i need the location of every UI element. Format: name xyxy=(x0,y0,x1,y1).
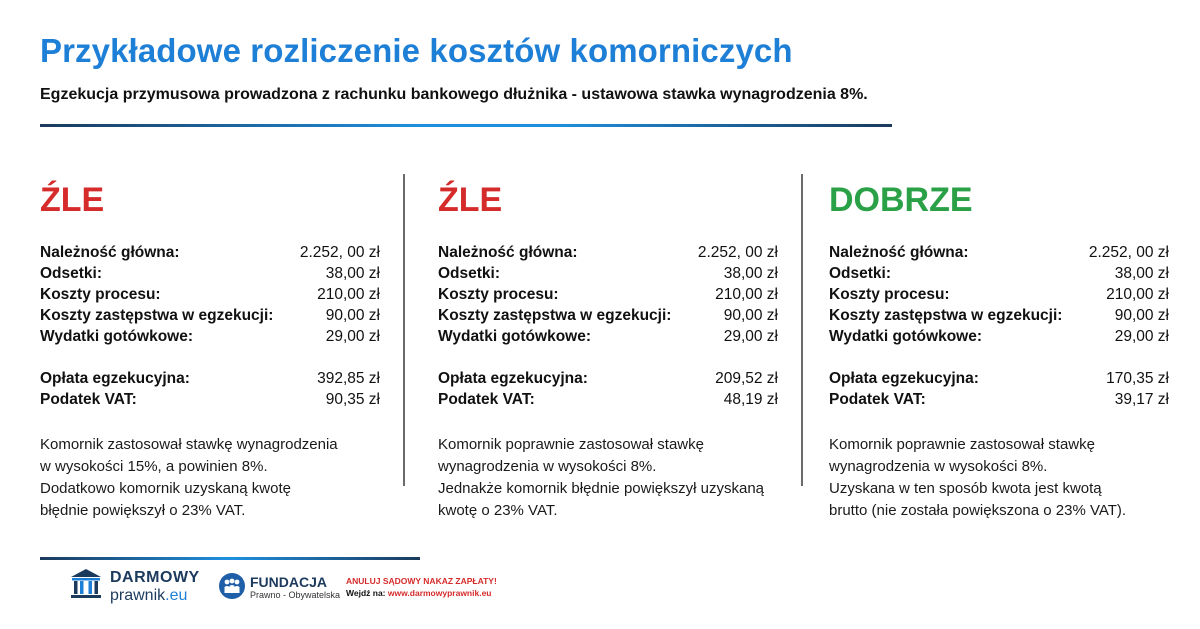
amount-label: Odsetki: xyxy=(40,265,103,282)
amount-row xyxy=(829,284,1169,305)
amount-value: 38,00 zł xyxy=(1114,265,1169,282)
darmowy-prawnik-logo[interactable] xyxy=(68,566,200,607)
description-line: Uzyskana w ten sposób kwota jest kwotą xyxy=(829,480,1102,497)
courthouse-icon xyxy=(68,566,104,607)
amount-value: 210,00 zł xyxy=(715,286,778,303)
description-line: Dodatkowo komornik uzyskaną kwotę xyxy=(40,480,291,497)
column-description xyxy=(40,434,400,522)
fundacja-line-2: Prawno - Obywatelska xyxy=(250,589,341,600)
description-line: Komornik zastosował stawkę wynagrodzenia xyxy=(40,436,338,453)
fundacja-line-1: FUNDACJA xyxy=(250,573,327,590)
fee-value: 209,52 zł xyxy=(715,370,778,387)
description-line: błędnie powiększył o 23% VAT. xyxy=(40,502,246,519)
promo-text xyxy=(346,575,497,599)
people-circle-icon xyxy=(218,572,246,605)
amount-value: 29,00 zł xyxy=(1114,328,1169,345)
fees-list xyxy=(438,368,778,410)
promo-line-1: ANULUJ SĄDOWY NAKAZ ZAPŁATY! xyxy=(346,576,497,586)
amount-value: 29,00 zł xyxy=(325,328,380,345)
amount-label: Wydatki gotówkowe: xyxy=(829,328,983,345)
amount-value: 38,00 zł xyxy=(723,265,778,282)
fee-value: 39,17 zł xyxy=(1114,391,1169,408)
fee-value: 90,35 zł xyxy=(325,391,380,408)
fundacja-logo[interactable] xyxy=(218,572,340,605)
amount-row xyxy=(829,263,1169,284)
fee-label: Podatek VAT: xyxy=(829,391,926,408)
amount-label: Koszty procesu: xyxy=(40,286,161,303)
fee-row xyxy=(438,368,778,389)
amount-label: Koszty procesu: xyxy=(438,286,559,303)
column-description xyxy=(829,434,1189,522)
amount-value: 210,00 zł xyxy=(1106,286,1169,303)
amount-row xyxy=(438,305,778,326)
amount-value: 90,00 zł xyxy=(723,307,778,324)
calculation-column-3 xyxy=(829,178,1169,522)
amount-label: Należność główna: xyxy=(829,244,969,261)
amounts-list xyxy=(829,242,1169,347)
fee-row xyxy=(40,368,380,389)
calculation-column-1 xyxy=(40,178,380,522)
fee-label: Opłata egzekucyjna: xyxy=(829,370,979,387)
column-divider xyxy=(403,174,405,486)
amount-row xyxy=(40,284,380,305)
fee-value: 48,19 zł xyxy=(723,391,778,408)
fee-label: Opłata egzekucyjna: xyxy=(40,370,190,387)
amount-value: 2.252, 00 zł xyxy=(299,244,380,261)
calculation-column-2 xyxy=(438,178,778,522)
fee-row xyxy=(829,389,1169,410)
promo-line-2: Wejdź na: www.darmowyprawnik.eu xyxy=(346,588,492,598)
column-heading: DOBRZE xyxy=(829,181,973,219)
promo-link[interactable]: www.darmowyprawnik.eu xyxy=(387,588,492,598)
footer-divider xyxy=(40,557,420,560)
amount-label: Wydatki gotówkowe: xyxy=(40,328,194,345)
amount-row xyxy=(829,242,1169,263)
fee-label: Podatek VAT: xyxy=(438,391,535,408)
amount-row xyxy=(438,263,778,284)
page-subtitle: Egzekucja przymusowa prowadzona z rachunku bankowego dłużnika - ustawowa stawka wynagrodzenia 8%. xyxy=(40,86,868,103)
fee-row xyxy=(40,389,380,410)
amount-value: 2.252, 00 zł xyxy=(1088,244,1169,261)
amount-label: Należność główna: xyxy=(40,244,180,261)
description-line: brutto (nie została powiększona o 23% VAT). xyxy=(829,502,1127,519)
logo-line-2: prawnik.eu xyxy=(110,586,188,604)
description-line: kwotę o 23% VAT. xyxy=(438,502,558,519)
amount-label: Odsetki: xyxy=(829,265,892,282)
fee-label: Opłata egzekucyjna: xyxy=(438,370,588,387)
amount-row xyxy=(40,263,380,284)
fee-value: 392,85 zł xyxy=(317,370,380,387)
amounts-list xyxy=(40,242,380,347)
amount-value: 38,00 zł xyxy=(325,265,380,282)
amount-value: 210,00 zł xyxy=(317,286,380,303)
column-description xyxy=(438,434,798,522)
description-line: Komornik poprawnie zastosował stawkę xyxy=(438,436,704,453)
amount-label: Wydatki gotówkowe: xyxy=(438,328,592,345)
description-line: wynagrodzenia w wysokości 8%. xyxy=(438,458,657,475)
amount-label: Koszty zastępstwa w egzekucji: xyxy=(40,307,274,324)
column-heading: ŹLE xyxy=(40,181,105,219)
amount-value: 2.252, 00 zł xyxy=(697,244,778,261)
amount-value: 90,00 zł xyxy=(1114,307,1169,324)
amounts-list xyxy=(438,242,778,347)
column-divider xyxy=(801,174,803,486)
page-title: Przykładowe rozliczenie kosztów komorniczych xyxy=(40,32,793,69)
fee-value: 170,35 zł xyxy=(1106,370,1169,387)
fees-list xyxy=(40,368,380,410)
amount-row xyxy=(438,326,778,347)
amount-row xyxy=(40,242,380,263)
fee-row xyxy=(438,389,778,410)
logo-line-1: DARMOWY xyxy=(110,568,200,586)
amount-label: Koszty zastępstwa w egzekucji: xyxy=(438,307,672,324)
amount-label: Koszty zastępstwa w egzekucji: xyxy=(829,307,1063,324)
amount-row xyxy=(829,305,1169,326)
description-line: w wysokości 15%, a powinien 8%. xyxy=(40,458,268,475)
amount-label: Należność główna: xyxy=(438,244,578,261)
amount-label: Koszty procesu: xyxy=(829,286,950,303)
amount-value: 29,00 zł xyxy=(723,328,778,345)
column-heading: ŹLE xyxy=(438,181,503,219)
description-line: wynagrodzenia w wysokości 8%. xyxy=(829,458,1048,475)
fee-row xyxy=(829,368,1169,389)
description-line: Jednakże komornik błędnie powiększył uzyskaną xyxy=(438,480,765,497)
header-divider xyxy=(40,124,892,127)
fees-list xyxy=(829,368,1169,410)
amount-row xyxy=(829,326,1169,347)
amount-value: 90,00 zł xyxy=(325,307,380,324)
fee-label: Podatek VAT: xyxy=(40,391,137,408)
amount-row xyxy=(438,242,778,263)
description-line: Komornik poprawnie zastosował stawkę xyxy=(829,436,1095,453)
amount-row xyxy=(438,284,778,305)
amount-label: Odsetki: xyxy=(438,265,501,282)
amount-row xyxy=(40,326,380,347)
amount-row xyxy=(40,305,380,326)
